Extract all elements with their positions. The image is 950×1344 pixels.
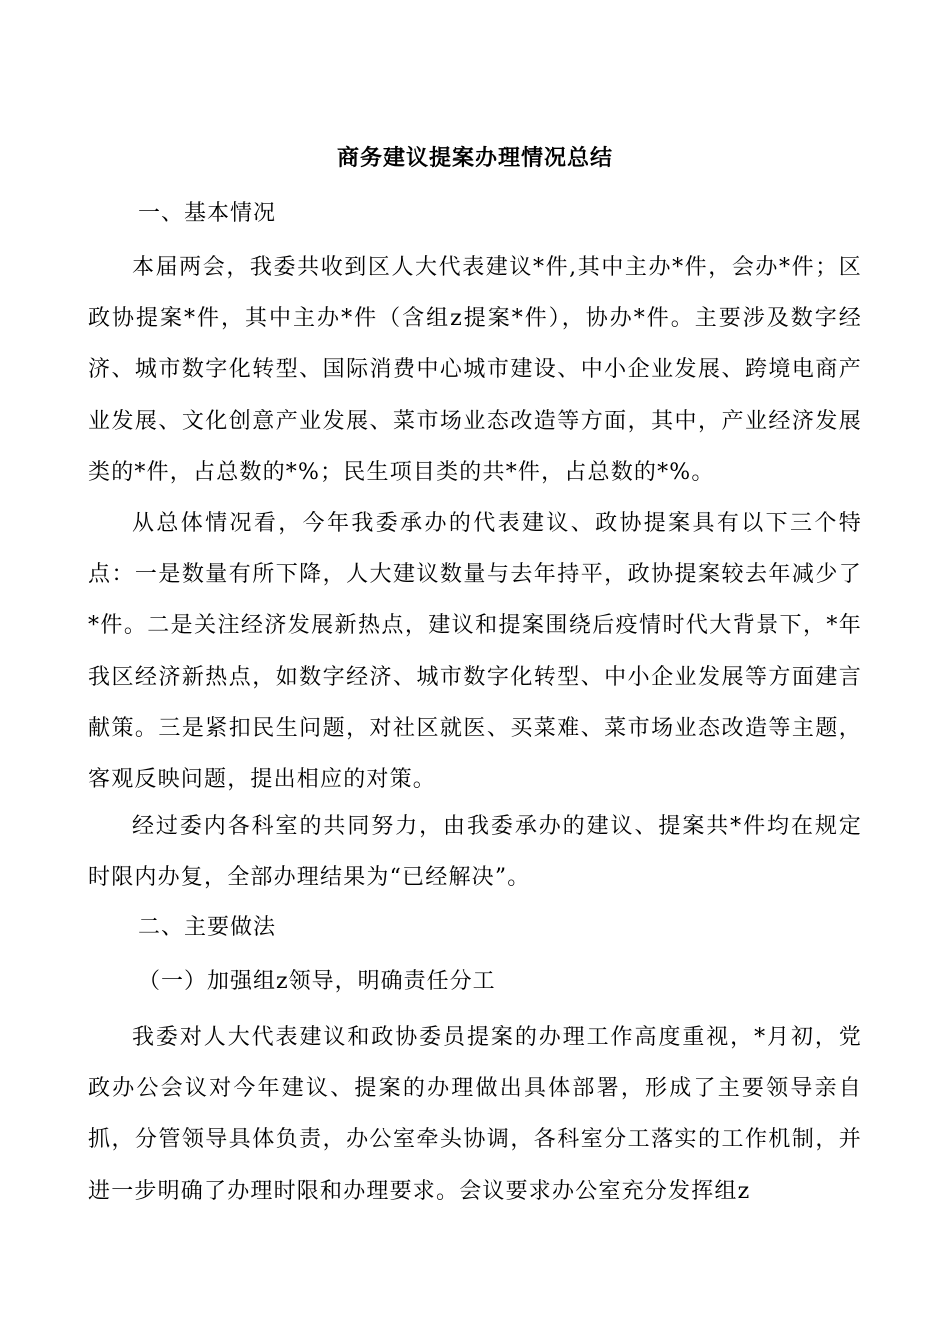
section-heading-main-practices: 二、主要做法 <box>138 915 277 940</box>
paragraph-overview: 本届两会，我委共收到区人大代表建议*件,其中主办*件，会办*件；区政协提案*件，其中主办*件（含组z提案*件），协办*件。主要涉及数字经济、城市数字化转型、国际消费中心城市建设、中小企业发展、跨境电商产业发展、文化创意产业发展、菜市场业态改造等方面，其中，产业经济发展类的*件，占总数的*%；民生项目类的共*件，占总数的*%。 <box>88 255 862 485</box>
subsection-heading-leadership: （一）加强组z领导，明确责任分工 <box>138 969 496 994</box>
section-heading-basic-situation: 一、基本情况 <box>138 201 277 226</box>
paragraph-characteristics: 从总体情况看，今年我委承办的代表建议、政协提案具有以下三个特点：一是数量有所下降，人大建议数量与去年持平，政协提案较去年减少了*件。二是关注经济发展新热点，建议和提案围绕后疫情时代大背景下，*年我区经济新热点，如数字经济、城市数字化转型、中小企业发展等方面建言献策。三是紧扣民生问题，对社区就医、买菜难、菜市场业态改造等主题，客观反映问题，提出相应的对策。 <box>88 511 862 793</box>
paragraph-results: 经过委内各科室的共同努力，由我委承办的建议、提案共*件均在规定时限内办复，全部办理结果为“已经解决”。 <box>88 814 862 891</box>
document-title: 商务建议提案办理情况总结 <box>336 145 613 171</box>
paragraph-leadership: 我委对人大代表建议和政协委员提案的办理工作高度重视，*月初，党政办公会议对今年建议、提案的办理做出具体部署，形成了主要领导亲自抓，分管领导具体负责，办公室牵头协调，各科室分工落实的工作机制，并进一步明确了办理时限和办理要求。会议要求办公室充分发挥组z <box>88 1025 862 1204</box>
